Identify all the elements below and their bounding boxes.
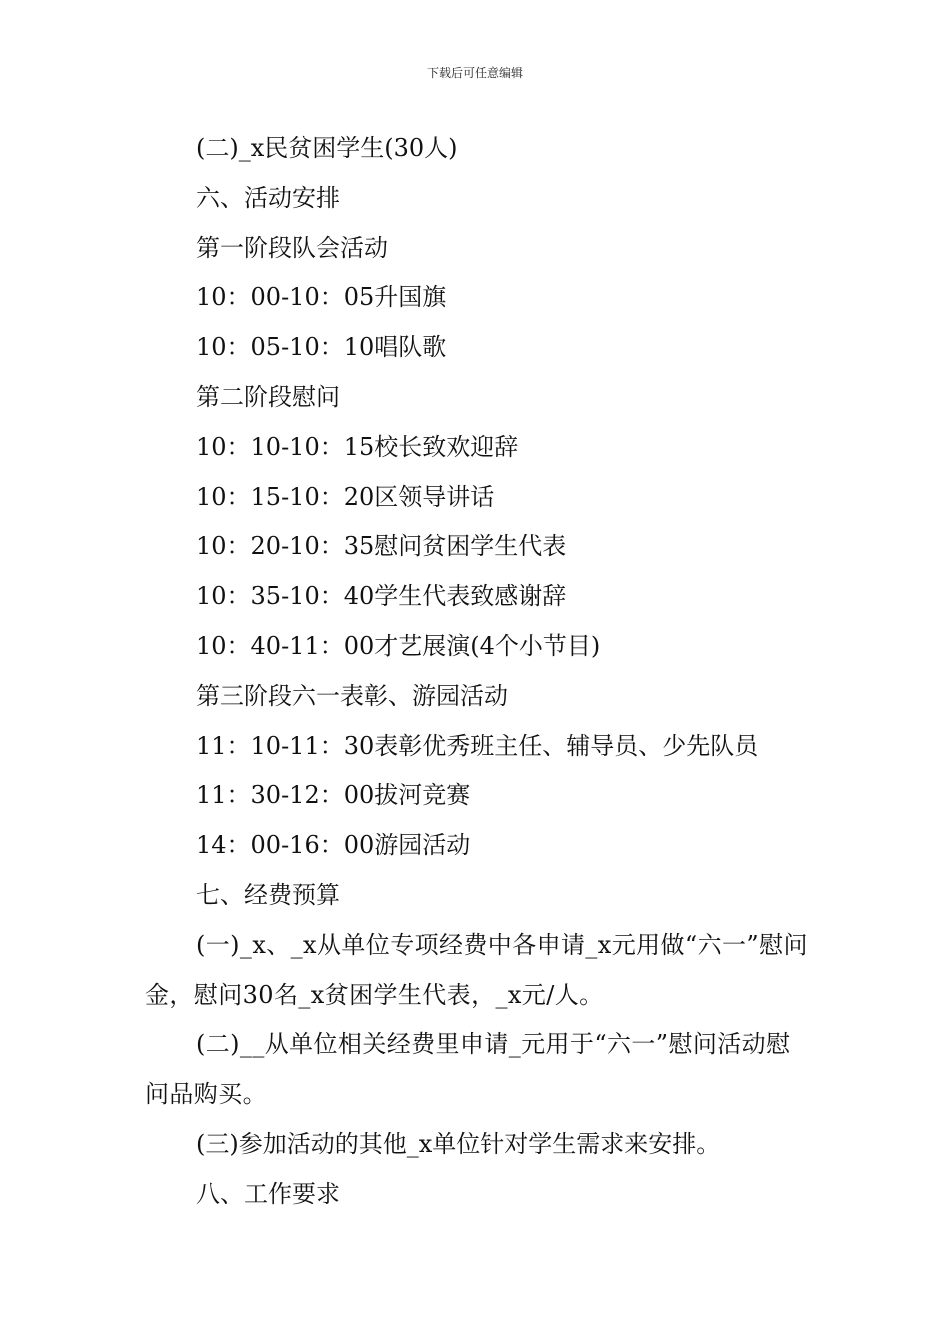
document-body xyxy=(145,124,810,1220)
stage-heading-2: 第二阶段慰问 xyxy=(196,382,340,411)
schedule-item: 10：35-10：40学生代表致感谢辞 xyxy=(196,582,567,611)
schedule-item: 10：05-10：10唱队歌 xyxy=(196,333,447,362)
stage-heading-3: 第三阶段六一表彰、游园活动 xyxy=(196,681,508,710)
budget-paragraph-3: (三)参加活动的其他_x单位针对学生需求来安排。 xyxy=(196,1129,721,1158)
schedule-item: 10：15-10：20区领导讲话 xyxy=(196,482,495,511)
schedule-item: 10：10-10：15校长致欢迎辞 xyxy=(196,432,519,461)
page-header: 下载后可任意编辑 xyxy=(426,66,523,80)
schedule-item: 11：30-12：00拔河竞赛 xyxy=(196,781,471,810)
schedule-item: 10：40-11：00才艺展演(4个小节目) xyxy=(196,631,601,660)
schedule-item: 10：00-10：05升国旗 xyxy=(196,283,447,312)
stage-heading-1: 第一阶段队会活动 xyxy=(196,233,388,262)
budget-paragraph-1: (一)_x、_x从单位专项经费中各申请_x元用做“六一”慰问金，慰问30名_x贫困学生代表，_x元/人。 xyxy=(145,930,808,1009)
section-item-poor-students: (二)_x民贫困学生(30人) xyxy=(196,134,458,162)
schedule-item: 14：00-16：00游园活动 xyxy=(196,831,471,860)
section-heading-activity-schedule: 六、活动安排 xyxy=(196,183,340,212)
schedule-item: 10：20-10：35慰问贫困学生代表 xyxy=(196,532,567,561)
section-heading-budget: 七、经费预算 xyxy=(196,880,340,909)
schedule-item: 11：10-11：30表彰优秀班主任、辅导员、少先队员 xyxy=(196,731,759,760)
budget-paragraph-2: (二)__从单位相关经费里申请_元用于“六一”慰问活动慰问品购买。 xyxy=(145,1030,791,1109)
section-heading-work-requirements: 八、工作要求 xyxy=(196,1179,340,1208)
